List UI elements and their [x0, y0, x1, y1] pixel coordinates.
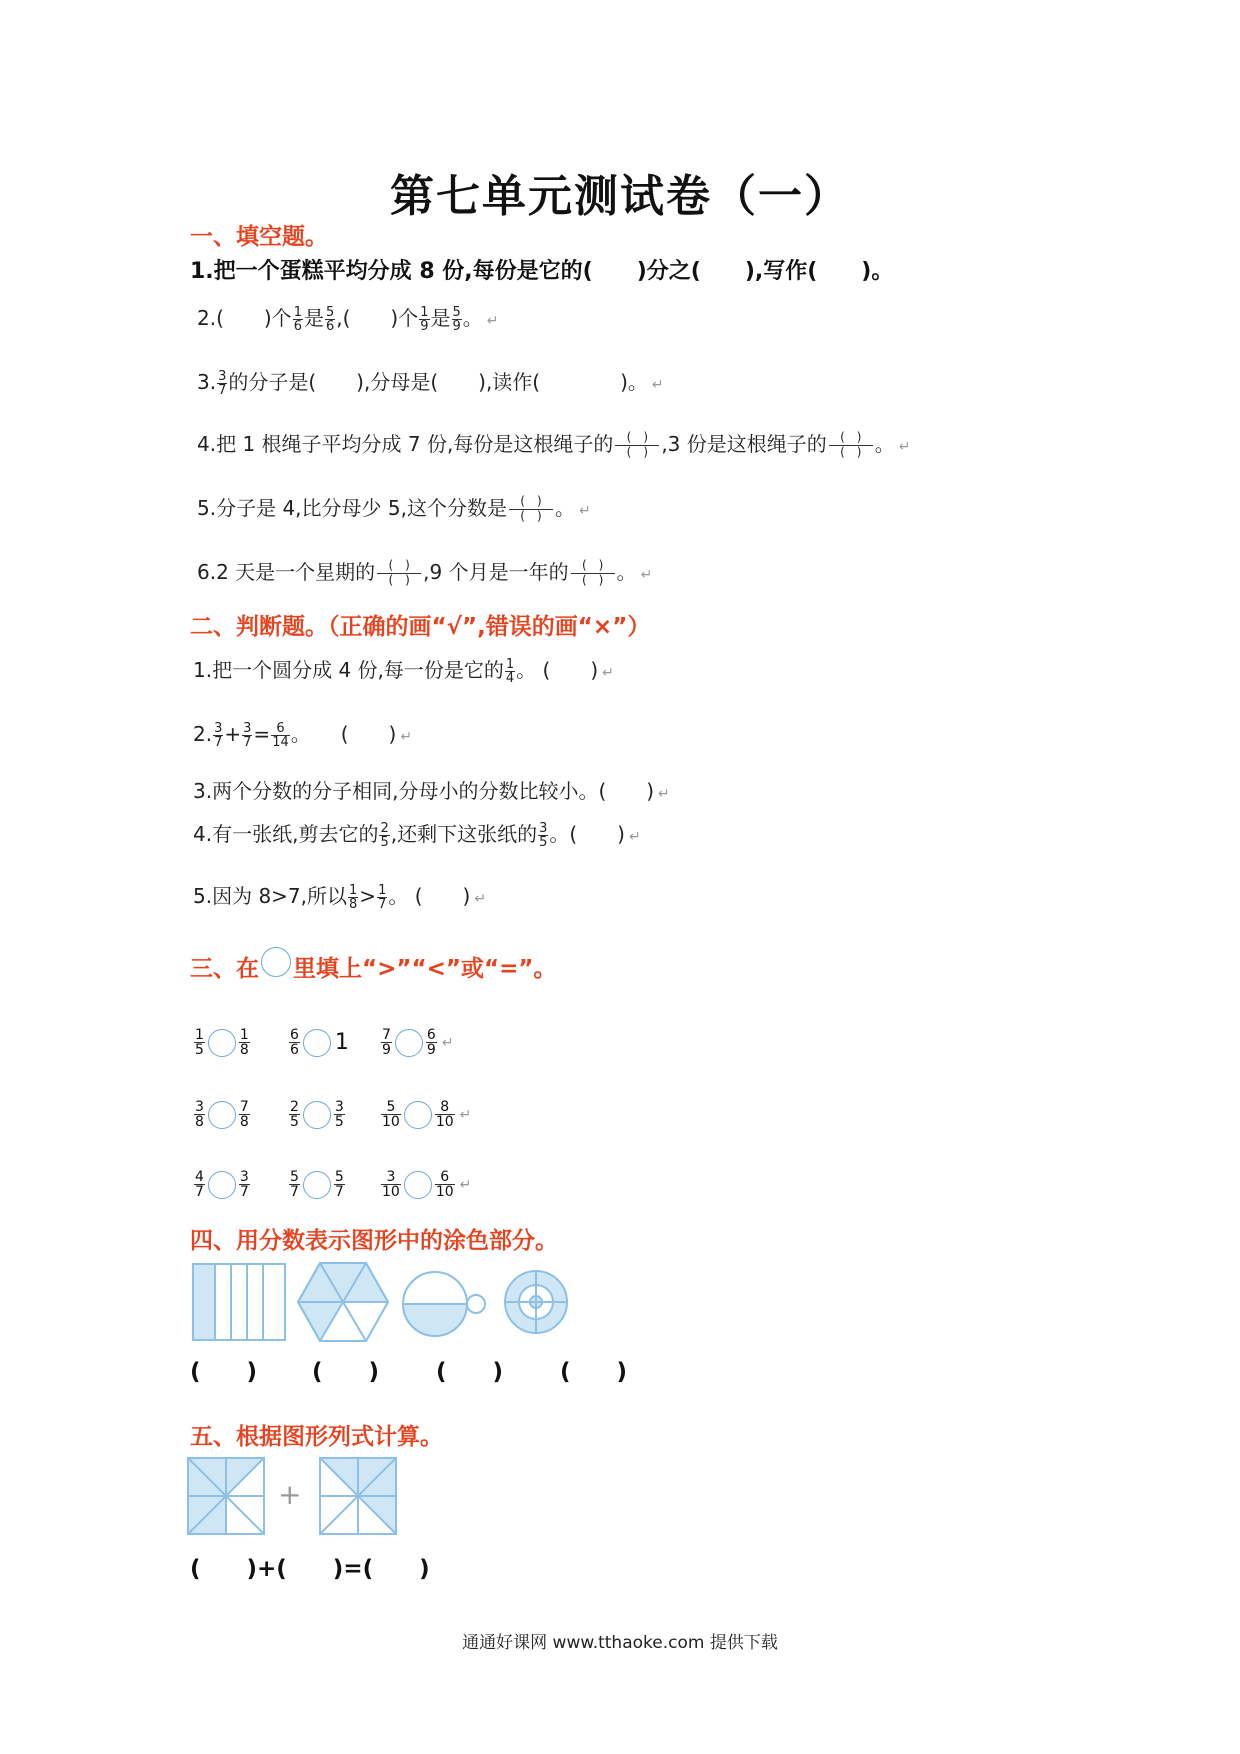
compare-circle[interactable] — [395, 1029, 423, 1057]
left-fraction: $\frac{5}{10}$ — [382, 1099, 400, 1130]
right-fraction: $\frac{6}{10}$ — [435, 1169, 454, 1200]
left-fraction: $\frac{3}{8}$ — [195, 1099, 204, 1130]
comparison-item — [193, 1100, 251, 1129]
plus-sign: + — [278, 1478, 302, 1511]
s1-question-2: 2.( )个 $\frac{1}{6}$ 是 $\frac{5}{6}$ ,( )个 $\frac{1}{9}$ 是 $\frac{5}{9}$ 。 ↵ — [197, 305, 499, 334]
section3-heading: 三、在 里填上“>”“<”或“=”。 — [190, 950, 557, 985]
whole-number: 1 — [334, 1030, 349, 1055]
answer-blank: ( ) — [312, 1359, 380, 1385]
square-shape-right-icon — [318, 1456, 398, 1536]
compare-circle[interactable] — [208, 1029, 236, 1057]
answer-blank: ( ) — [560, 1359, 628, 1385]
compare-circle[interactable] — [303, 1171, 331, 1199]
right-fraction: $\frac{6}{9}$ — [426, 1027, 436, 1058]
compare-circle[interactable] — [404, 1171, 432, 1199]
comparison-item — [193, 1028, 251, 1057]
answer-blank: ( ) — [436, 1359, 504, 1385]
comparison-item — [288, 1100, 346, 1129]
comparison-item — [288, 1170, 346, 1199]
hexagon-shape-icon — [296, 1260, 390, 1344]
page-title: 第七单元测试卷（一） — [390, 171, 850, 222]
section5-heading: 五、根据图形列式计算。 — [190, 1424, 443, 1450]
left-fraction: $\frac{7}{9}$ — [382, 1027, 391, 1058]
left-fraction: $\frac{6}{6}$ — [290, 1027, 299, 1058]
right-fraction: $\frac{3}{5}$ — [334, 1099, 344, 1130]
left-fraction: $\frac{4}{7}$ — [195, 1169, 204, 1200]
compare-circle[interactable] — [303, 1029, 331, 1057]
right-fraction: $\frac{7}{8}$ — [239, 1099, 249, 1130]
comparison-item: $\frac{7}{9}$ $\frac{6}{9}$ ↵ — [382, 1027, 454, 1058]
left-fraction: $\frac{2}{5}$ — [290, 1099, 299, 1130]
compare-circle[interactable] — [208, 1101, 236, 1129]
s1-question-5: 5.分子是 4,比分母少 5,这个分数是 ( ) ( ) 。 ↵ — [197, 494, 591, 523]
left-fraction: $\frac{3}{10}$ — [382, 1169, 400, 1200]
compare-circle[interactable] — [404, 1101, 432, 1129]
concentric-circle-shape-icon — [502, 1268, 570, 1336]
s2-question-1: 1.把一个圆分成 4 份,每一份是它的 $\frac{1}{4}$ 。 ( ) ↵ — [193, 657, 614, 686]
s2-question-5: 5.因为 8>7,所以 $\frac{1}{8}$ > $\frac{1}{7}$ 。 ( ) ↵ — [193, 883, 487, 912]
s1-question-4: 4.把 1 根绳子平均分成 7 份,每份是这根绳子的 ( ) ( ) ,3 份是这根绳子的 ( ) ( ) 。 ↵ — [197, 430, 911, 459]
comparison-item: $\frac{5}{10}$ $\frac{8}{10}$ ↵ — [382, 1099, 472, 1130]
square-shape-left-icon — [186, 1456, 266, 1536]
left-fraction: $\frac{5}{7}$ — [290, 1169, 299, 1200]
s1-question-3: 3. $\frac{3}{7}$ 的分子是( ),分母是( ),读作( )。 ↵ — [197, 369, 664, 398]
s2-question-4: 4.有一张纸,剪去它的 $\frac{2}{5}$ ,还剩下这张纸的 $\frac{3}{5}$ 。( ) ↵ — [193, 821, 641, 850]
compare-circle[interactable] — [208, 1171, 236, 1199]
s2-question-3: 3.两个分数的分子相同,分母小的分数比较小。( ) ↵ — [193, 779, 670, 803]
section2-heading: 二、判断题。（正确的画“√”,错误的画“×”） — [190, 614, 651, 640]
left-fraction: $\frac{1}{5}$ — [195, 1027, 204, 1058]
section1-heading: 一、填空题。 — [190, 224, 328, 250]
s1-question-1: 1.把一个蛋糕平均分成 8 份,每份是它的( )分之( ),写作( )。 — [190, 259, 894, 284]
comparison-item — [193, 1170, 251, 1199]
footer-text: 通通好课网 www.tthaoke.com 提供下载 — [462, 1633, 778, 1653]
right-fraction: $\frac{1}{8}$ — [239, 1027, 249, 1058]
circle-placeholder-icon — [261, 947, 291, 977]
s2-question-2: 2. $\frac{3}{7}$ + $\frac{3}{7}$ = $\frac{6}{14}$ 。 ( ) ↵ — [193, 721, 413, 750]
answer-blank: ( ) — [190, 1359, 258, 1385]
compare-circle[interactable] — [303, 1101, 331, 1129]
section4-heading: 四、用分数表示图形中的涂色部分。 — [190, 1228, 558, 1254]
s1-question-6: 6.2 天是一个星期的 ( ) ( ) ,9 个月是一年的 ( ) ( ) 。 ↵ — [197, 558, 653, 587]
semicircle-shape-icon — [400, 1270, 488, 1338]
right-fraction: $\frac{3}{7}$ — [239, 1169, 249, 1200]
right-fraction: $\frac{8}{10}$ — [435, 1099, 454, 1130]
formula-blank: ( )+( )=( ) — [190, 1556, 430, 1582]
comparison-item: $\frac{3}{10}$ $\frac{6}{10}$ ↵ — [382, 1169, 472, 1200]
rectangle-shape-icon — [191, 1262, 287, 1342]
comparison-item — [288, 1028, 349, 1057]
right-fraction: $\frac{5}{7}$ — [334, 1169, 344, 1200]
